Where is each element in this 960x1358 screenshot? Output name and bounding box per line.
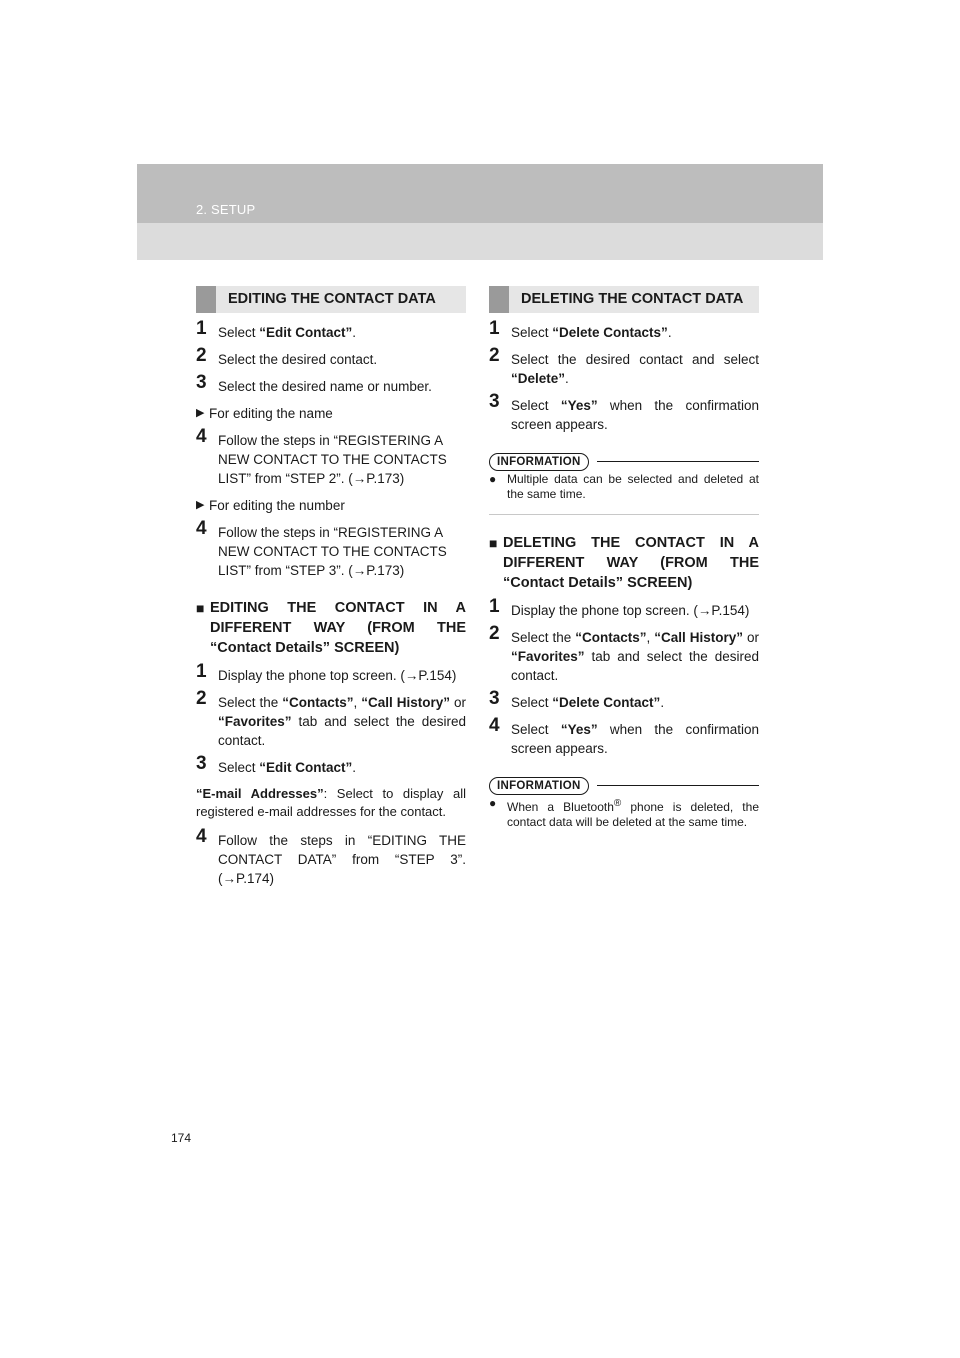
step: 3 Select the desired name or number.	[196, 372, 432, 394]
section-label: 2. SETUP	[196, 202, 256, 217]
step: 2 Select the desired contact and select “Delete”.	[489, 345, 759, 386]
step: 2 Select the “Contacts”, “Call History” or “Favorites” tab and select the desired contact.	[489, 623, 759, 683]
information-text: ● When a Bluetooth® phone is deleted, the contact data will be deleted at the same time.	[489, 796, 759, 829]
arrow-item-number: ▶ For editing the number	[196, 498, 345, 513]
triangle-right-icon: ▶	[196, 499, 205, 511]
step: 4 Follow the steps in “REGISTERING A NEW CONTACT TO THE CONTACTS LIST” from “STEP 3”. (→P.173)	[196, 518, 447, 578]
editing-heading: EDITING THE CONTACT DATA	[196, 286, 466, 313]
right-column	[489, 286, 759, 830]
bullet-icon: ●	[489, 472, 497, 486]
information-text: ● Multiple data can be selected and deleted at the same time.	[489, 472, 759, 501]
heading-tab	[196, 286, 216, 313]
step: 1 Select “Edit Contact”.	[196, 318, 357, 340]
step: 1 Display the phone top screen. (→P.154)	[196, 661, 457, 683]
step: 1 Select “Delete Contacts”.	[489, 318, 672, 340]
square-bullet-icon: ■	[489, 535, 498, 551]
email-description: “E-mail Addresses”: Select to display all registered e-mail addresses for the contact.	[196, 786, 466, 819]
step: 3 Select “Edit Contact”.	[196, 753, 357, 775]
editing-subheading: ■ EDITING THE CONTACT IN A DIFFERENT WAY (FROM THE “Contact Details” SCREEN)	[196, 600, 466, 656]
step: 4 Follow the steps in “EDITING THE CONTACT DATA” from “STEP 3”. (→P.174)	[196, 826, 466, 886]
left-column	[196, 286, 466, 896]
page-number: 174	[171, 1131, 192, 1145]
information-label: INFORMATION	[489, 453, 589, 471]
heading-tab	[489, 286, 509, 313]
divider	[597, 461, 759, 462]
information-label: INFORMATION	[489, 777, 589, 795]
divider	[597, 785, 759, 786]
square-bullet-icon: ■	[196, 600, 205, 616]
information-box	[489, 776, 759, 830]
triangle-right-icon: ▶	[196, 407, 205, 419]
header-top	[137, 164, 823, 223]
step: 3 Select “Yes” when the confirmation screen appears.	[489, 391, 759, 432]
deleting-heading: DELETING THE CONTACT DATA	[489, 286, 759, 313]
step: 4 Select “Yes” when the confirmation screen appears.	[489, 715, 759, 756]
deleting-subheading: ■ DELETING THE CONTACT IN A DIFFERENT WAY (FROM THE “Contact Details” SCREEN)	[489, 535, 759, 591]
divider	[489, 514, 759, 515]
step: 2 Select the desired contact.	[196, 345, 378, 367]
bullet-icon: ●	[489, 796, 497, 810]
step: 2 Select the “Contacts”, “Call History” or “Favorites” tab and select the desired contact.	[196, 688, 466, 748]
step: 3 Select “Delete Contact”.	[489, 688, 665, 710]
header-band	[137, 164, 823, 260]
information-box	[489, 452, 759, 515]
arrow-item-name: ▶ For editing the name	[196, 406, 333, 421]
step: 4 Follow the steps in “REGISTERING A NEW CONTACT TO THE CONTACTS LIST” from “STEP 2”. (→P.173)	[196, 426, 447, 486]
step: 1 Display the phone top screen. (→P.154)	[489, 596, 750, 618]
